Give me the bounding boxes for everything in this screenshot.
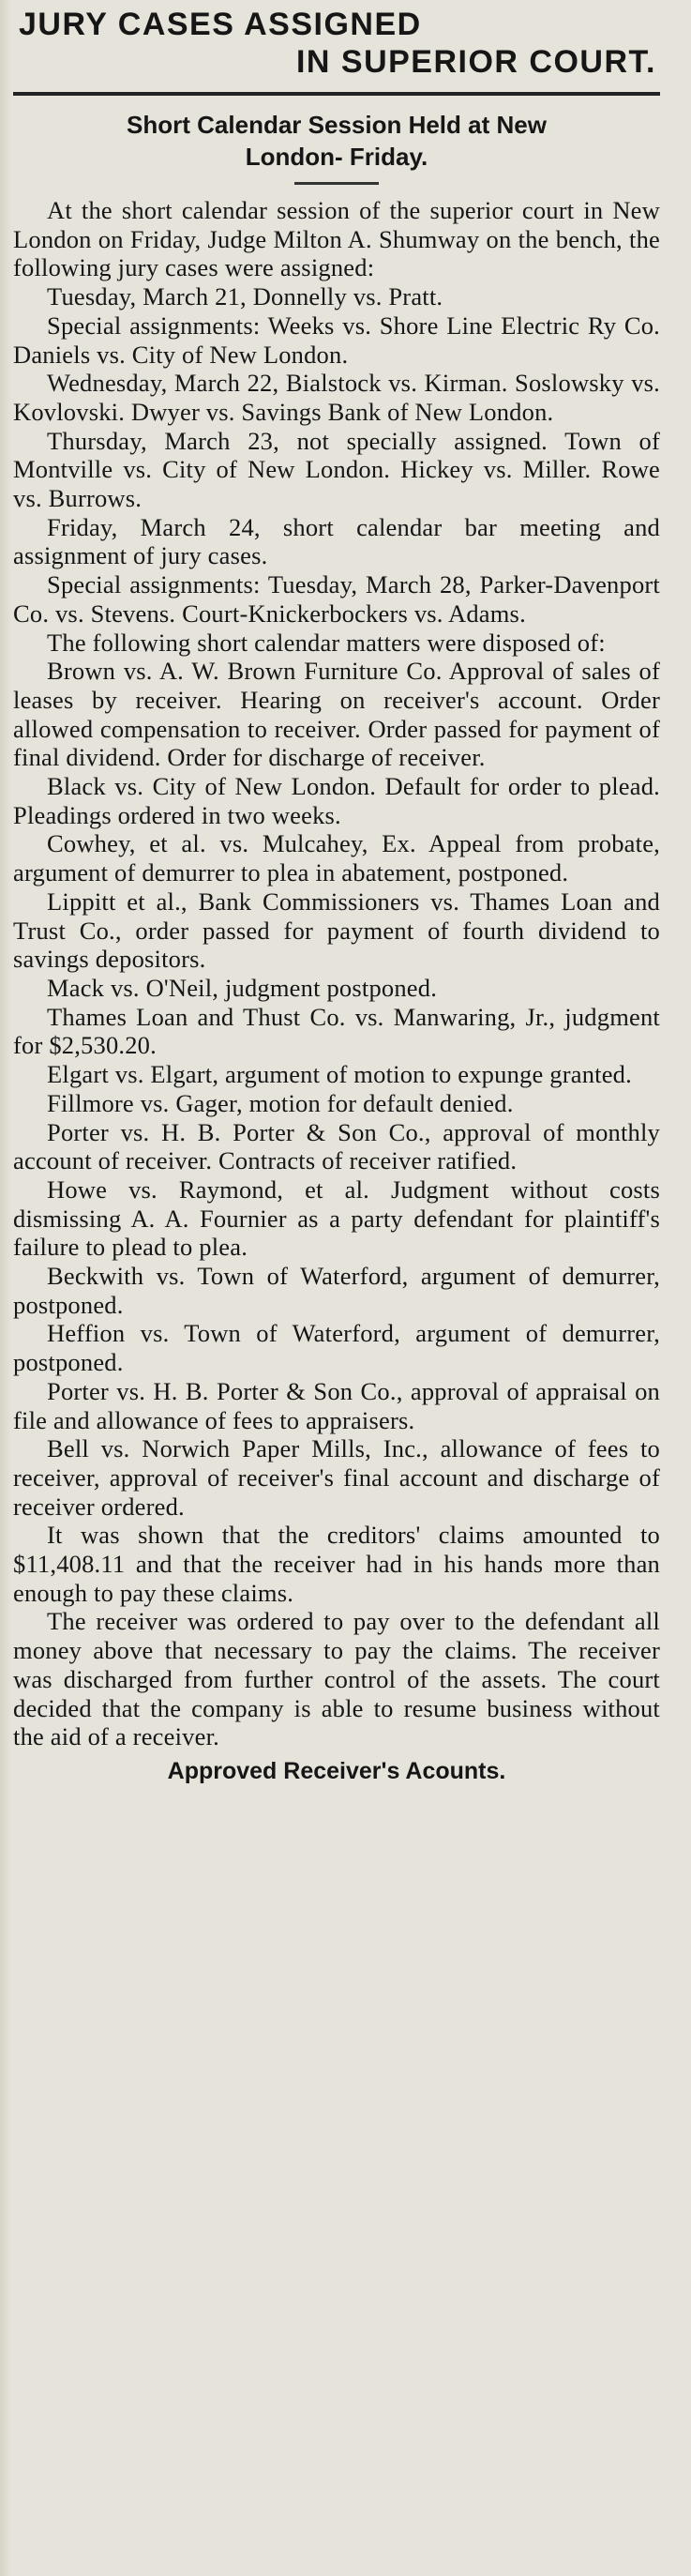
section-heading-approved-accounts: Approved Receiver's Acounts. bbox=[167, 1757, 506, 1784]
paragraph: Porter vs. H. B. Porter & Son Co., approval of monthly account of receiver. Contracts of receiver ratified. bbox=[13, 1117, 660, 1175]
headline-line-1: JURY CASES ASSIGNED bbox=[19, 7, 422, 42]
paragraph: Mack vs. O'Neil, judgment postponed. bbox=[47, 973, 438, 1002]
paragraph: Lippitt et al., Bank Commissioners vs. Thames Loan and Trust Co., order passed for payment of fourth dividend to savings depositors. bbox=[13, 886, 660, 974]
paragraph: Special assignments: Tuesday, March 28, Parker-Davenport Co. vs. Stevens. Court-Knickerbockers vs. Adams. bbox=[13, 570, 660, 628]
adjacent-column-edge bbox=[0, 0, 11, 2576]
subheadline-line-2: London- Friday. bbox=[245, 143, 428, 171]
paragraph: Bell vs. Norwich Paper Mills, Inc., allowance of fees to receiver, approval of receiver's final account and discharge of receiver ordered. bbox=[13, 1434, 660, 1521]
subheadline-line-1: Short Calendar Session Held at New bbox=[127, 111, 547, 139]
paragraph: At the short calendar session of the superior court in New London on Friday, Judge Milton A. Shumway on the bench, the following jury cases were assigned: bbox=[13, 196, 660, 282]
paragraph: Brown vs. A. W. Brown Furniture Co. Approval of sales of leases by receiver. Hearing on receiver's account. Order allowed compensation to receiver. Order passed for payment of final dividend. Order for discharge of receiver. bbox=[13, 657, 660, 772]
paragraph: Beckwith vs. Town of Waterford, argument of demurrer, postponed. bbox=[13, 1262, 660, 1319]
paragraph: Friday, March 24, short calendar bar meeting and assignment of jury cases. bbox=[13, 512, 660, 570]
article-body bbox=[13, 196, 660, 1751]
paragraph: Thames Loan and Thust Co. vs. Manwaring, Jr., judgment for $2,530.20. bbox=[13, 1002, 660, 1060]
headline-line-2: IN SUPERIOR COURT. bbox=[295, 44, 656, 80]
paragraph: Porter vs. H. B. Porter & Son Co., approval of appraisal on file and allowance of fees to appraisers. bbox=[13, 1376, 660, 1434]
paragraph: The receiver was ordered to pay over to the defendant all money above that necessary to pay the claims. The receiver was discharged from further control of the assets. The court decided that the company is able to resume business without the aid of a receiver. bbox=[13, 1607, 660, 1751]
paragraph: It was shown that the creditors' claims amounted to $11,408.11 and that the receiver had in his hands more than enough to pay these claims. bbox=[13, 1521, 660, 1607]
paragraph: Howe vs. Raymond, et al. Judgment without costs dismissing A. A. Fournier as a party defendant for plaintiff's failure to plead to plea. bbox=[13, 1174, 660, 1262]
paragraph: The following short calendar matters were disposed of: bbox=[47, 628, 606, 657]
headline-rule bbox=[13, 92, 660, 96]
paragraph: Black vs. City of New London. Default for order to plead. Pleadings ordered in two weeks. bbox=[13, 772, 660, 829]
paragraph: Thursday, March 23, not specially assigned. Town of Montville vs. City of New London. Hickey vs. Miller. Rowe vs. Burrows. bbox=[13, 426, 660, 513]
subheadline-rule bbox=[294, 182, 379, 185]
paragraph: Tuesday, March 21, Donnelly vs. Pratt. bbox=[47, 282, 443, 311]
paragraph: Fillmore vs. Gager, motion for default denied. bbox=[47, 1088, 514, 1117]
paragraph: Special assignments: Weeks vs. Shore Line Electric Ry Co. Daniels vs. City of New London. bbox=[13, 311, 660, 369]
paragraph: Elgart vs. Elgart, argument of motion to expunge granted. bbox=[47, 1060, 632, 1089]
paragraph: Heffion vs. Town of Waterford, argument of demurrer, postponed. bbox=[13, 1319, 660, 1377]
news-article bbox=[13, 6, 660, 1787]
paragraph: Wednesday, March 22, Bialstock vs. Kirman. Soslowsky vs. Kovlovski. Dwyer vs. Savings Bank of New London. bbox=[13, 369, 660, 426]
paragraph: Cowhey, et al. vs. Mulcahey, Ex. Appeal from probate, argument of demurrer to plea in abatement, postponed. bbox=[13, 829, 660, 887]
